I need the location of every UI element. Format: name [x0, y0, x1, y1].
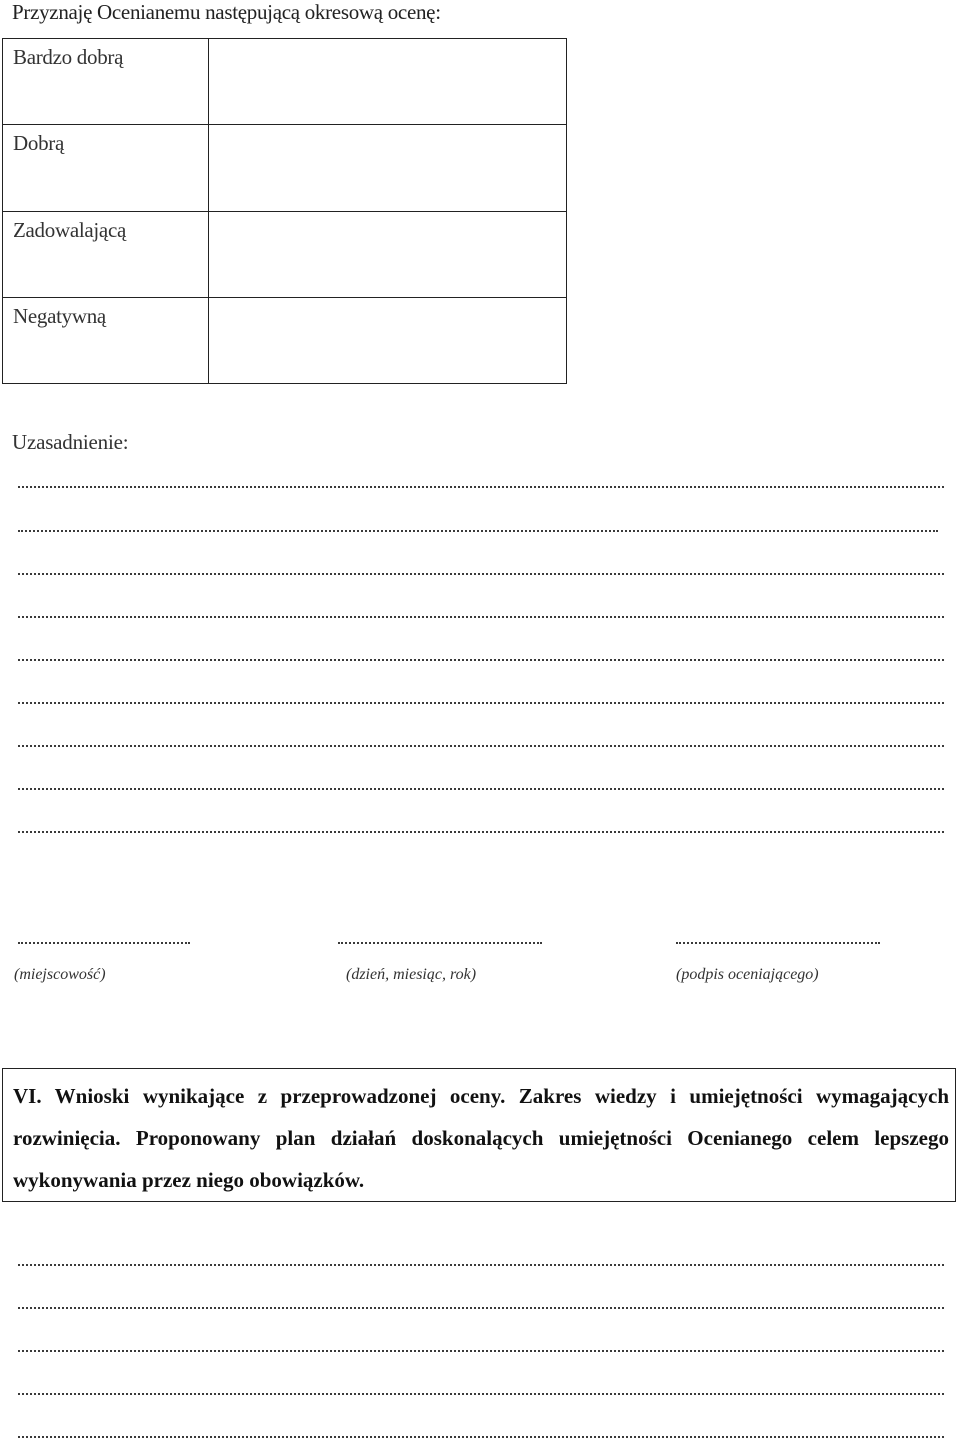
grade-label: Zadowalającą	[3, 211, 209, 297]
conclusions-line[interactable]	[18, 1393, 944, 1395]
section-vi-heading: VI. Wnioski wynikające z przeprowadzonej oceny. Zakres wiedzy i umiejętności wymagających rozwinięcia. Proponowany plan działań doskonalących umiejętności Ocenianego celem lepszego wykonywania przez niego obowiązków.	[13, 1084, 949, 1192]
conclusions-line[interactable]	[18, 1350, 944, 1352]
signature-line[interactable]	[676, 942, 880, 944]
date-caption: (dzień, miesiąc, rok)	[346, 966, 477, 983]
justification-line[interactable]	[18, 530, 938, 532]
justification-line[interactable]	[18, 831, 944, 833]
grade-label: Dobrą	[3, 125, 209, 211]
intro-text: Przyznaję Ocenianemu następującą okresową ocenę:	[12, 0, 441, 24]
justification-line[interactable]	[18, 745, 944, 747]
grade-row	[3, 125, 567, 211]
conclusions-line[interactable]	[18, 1307, 944, 1309]
grade-row	[3, 39, 567, 125]
date-line[interactable]	[338, 942, 542, 944]
justification-line[interactable]	[18, 616, 944, 618]
justification-line[interactable]	[18, 486, 944, 488]
justification-label: Uzasadnienie:	[12, 430, 129, 454]
grade-box-negative[interactable]	[209, 297, 567, 383]
grade-box-very-good[interactable]	[209, 39, 567, 125]
justification-line[interactable]	[18, 702, 944, 704]
grade-row	[3, 211, 567, 297]
grade-label: Negatywną	[3, 297, 209, 383]
justification-line[interactable]	[18, 573, 944, 575]
grade-table	[2, 38, 567, 384]
place-caption: (miejscowość)	[14, 966, 106, 983]
justification-line[interactable]	[18, 659, 944, 661]
grade-row	[3, 297, 567, 383]
justification-line[interactable]	[18, 788, 944, 790]
grade-box-good[interactable]	[209, 125, 567, 211]
grade-label: Bardzo dobrą	[3, 39, 209, 125]
conclusions-line[interactable]	[18, 1264, 944, 1266]
section-vi-box	[2, 1068, 956, 1202]
place-line[interactable]	[18, 942, 190, 944]
conclusions-line[interactable]	[18, 1436, 944, 1438]
signature-caption: (podpis oceniającego)	[676, 966, 819, 983]
grade-box-satisfactory[interactable]	[209, 211, 567, 297]
